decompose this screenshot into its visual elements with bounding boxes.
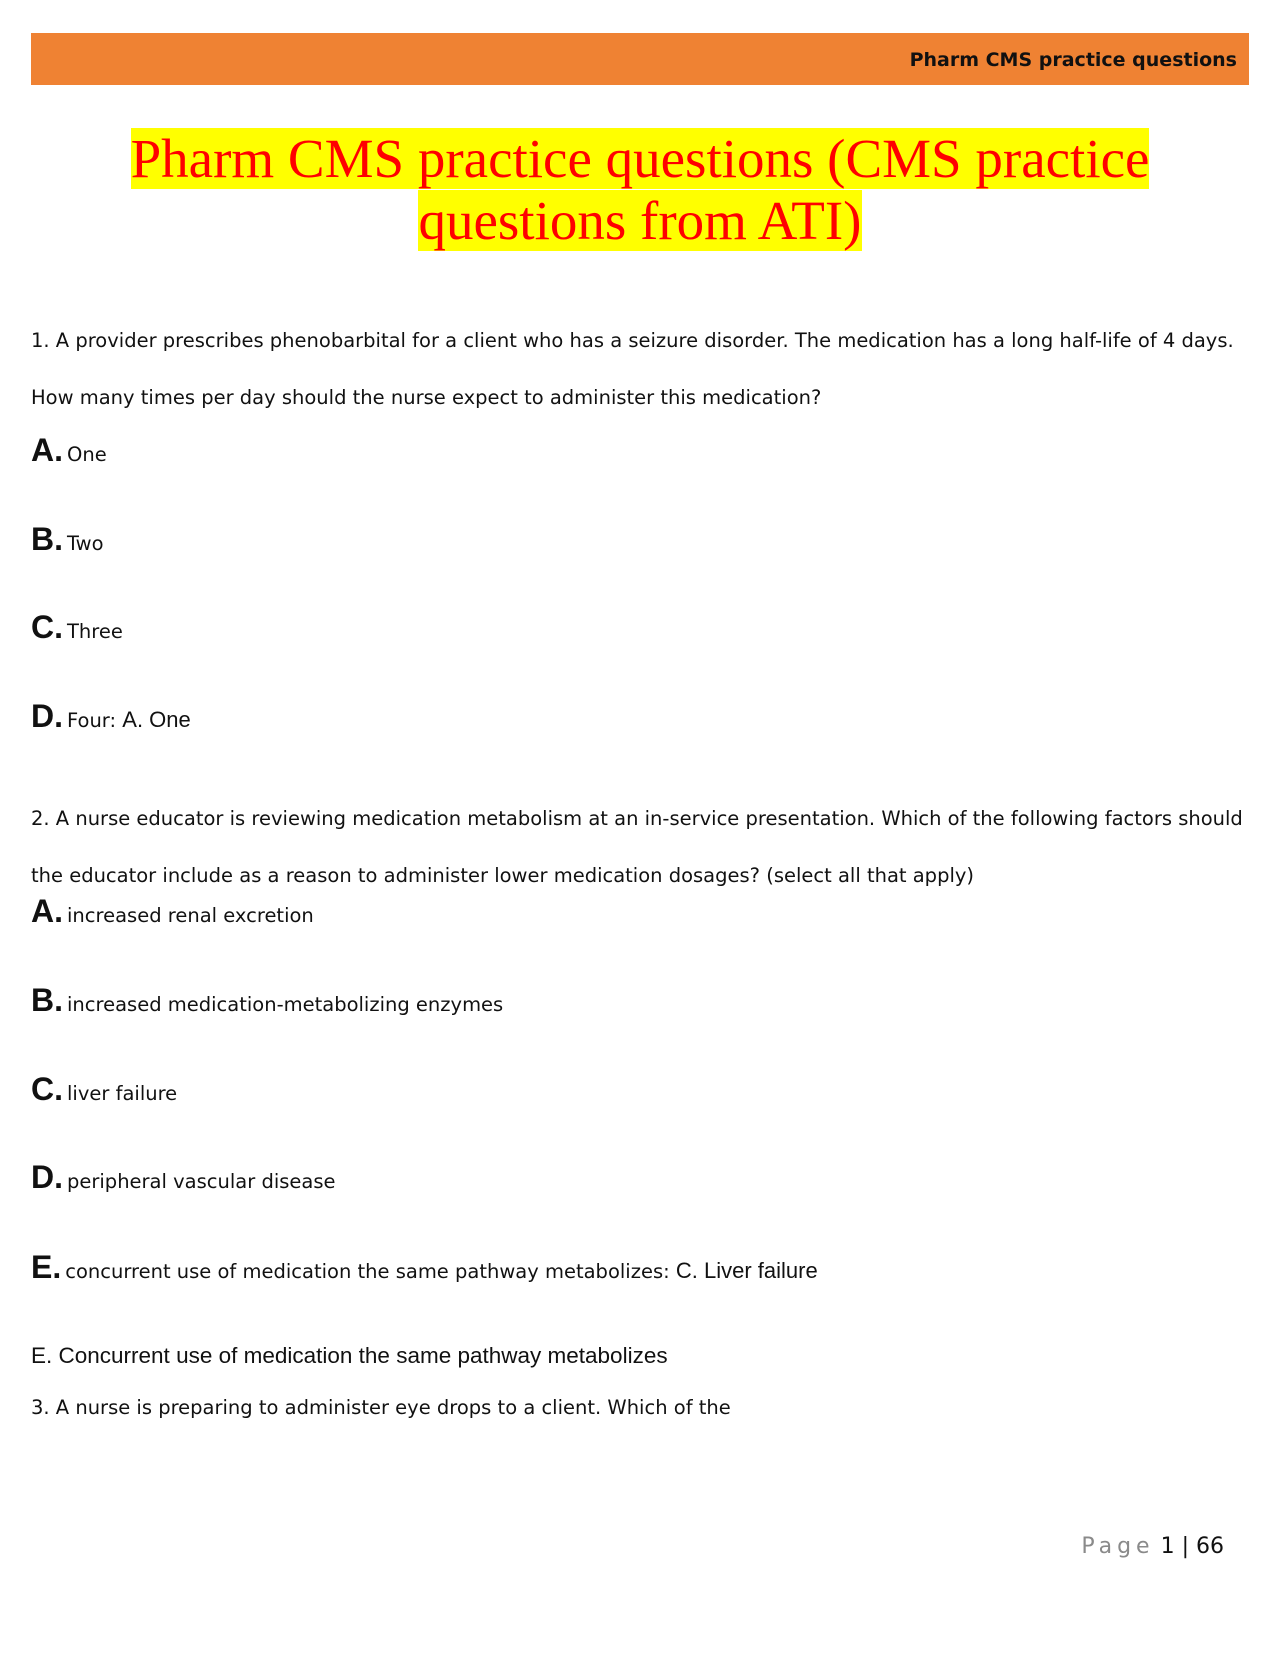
option-letter: A. xyxy=(31,893,63,929)
q2-answer-extra: E. Concurrent use of medication the same pathway metabolizes xyxy=(31,1343,668,1368)
q1-option-a xyxy=(31,432,107,469)
q1-option-b xyxy=(31,521,104,558)
option-text: liver failure xyxy=(67,1082,178,1105)
option-letter: D. xyxy=(31,698,63,734)
option-text: One xyxy=(67,443,107,466)
question-2-text: 2. A nurse educator is reviewing medication metabolism at an in-service presentation. Which of the following factors should the educator include as a reason to administer lower medication dosages? (select all that apply) xyxy=(31,807,1243,887)
title-line-1: Pharm CMS practice questions (CMS practice xyxy=(130,128,1150,189)
answer-text: C. Liver failure xyxy=(675,1258,818,1283)
page-separator: | xyxy=(1181,1534,1189,1559)
q2-option-c xyxy=(31,1071,177,1108)
page-total: 66 xyxy=(1196,1534,1224,1559)
page-label: Page xyxy=(1081,1534,1155,1559)
option-text: peripheral vascular disease xyxy=(67,1170,336,1193)
q2-option-a xyxy=(31,893,314,930)
option-letter: B. xyxy=(31,982,63,1018)
page-footer xyxy=(1081,1534,1224,1559)
question-3-text: 3. A nurse is preparing to administer eye drops to a client. Which of the xyxy=(31,1396,731,1419)
option-letter: D. xyxy=(31,1159,63,1195)
document-title xyxy=(60,128,1220,252)
title-line-2: questions from ATI) xyxy=(418,190,862,251)
option-letter: C. xyxy=(31,609,63,645)
q2-option-d xyxy=(31,1159,336,1196)
q1-option-c xyxy=(31,609,123,646)
option-letter: B. xyxy=(31,521,63,557)
option-text: increased renal excretion xyxy=(67,904,314,927)
q2-option-b xyxy=(31,982,503,1019)
header-bar xyxy=(31,33,1249,85)
option-text: Three xyxy=(67,620,123,643)
option-letter: E. xyxy=(31,1249,62,1285)
header-title: Pharm CMS practice questions xyxy=(909,49,1237,71)
question-1-text: 1. A provider prescribes phenobarbital for a client who has a seizure disorder. The medication has a long half-life of 4 days. How many times per day should the nurse expect to administer this medication? xyxy=(31,329,1234,409)
q1-option-d xyxy=(31,698,191,735)
option-text: Two xyxy=(67,532,104,555)
option-text: increased medication-metabolizing enzymes xyxy=(67,993,504,1016)
answer-text: A. One xyxy=(122,707,191,732)
q2-option-e xyxy=(31,1249,818,1286)
option-letter: C. xyxy=(31,1071,63,1107)
option-text: concurrent use of medication the same pathway metabolizes: xyxy=(65,1260,670,1283)
page-number: 1 xyxy=(1160,1534,1175,1559)
option-text: Four: xyxy=(67,709,117,732)
option-letter: A. xyxy=(31,432,63,468)
